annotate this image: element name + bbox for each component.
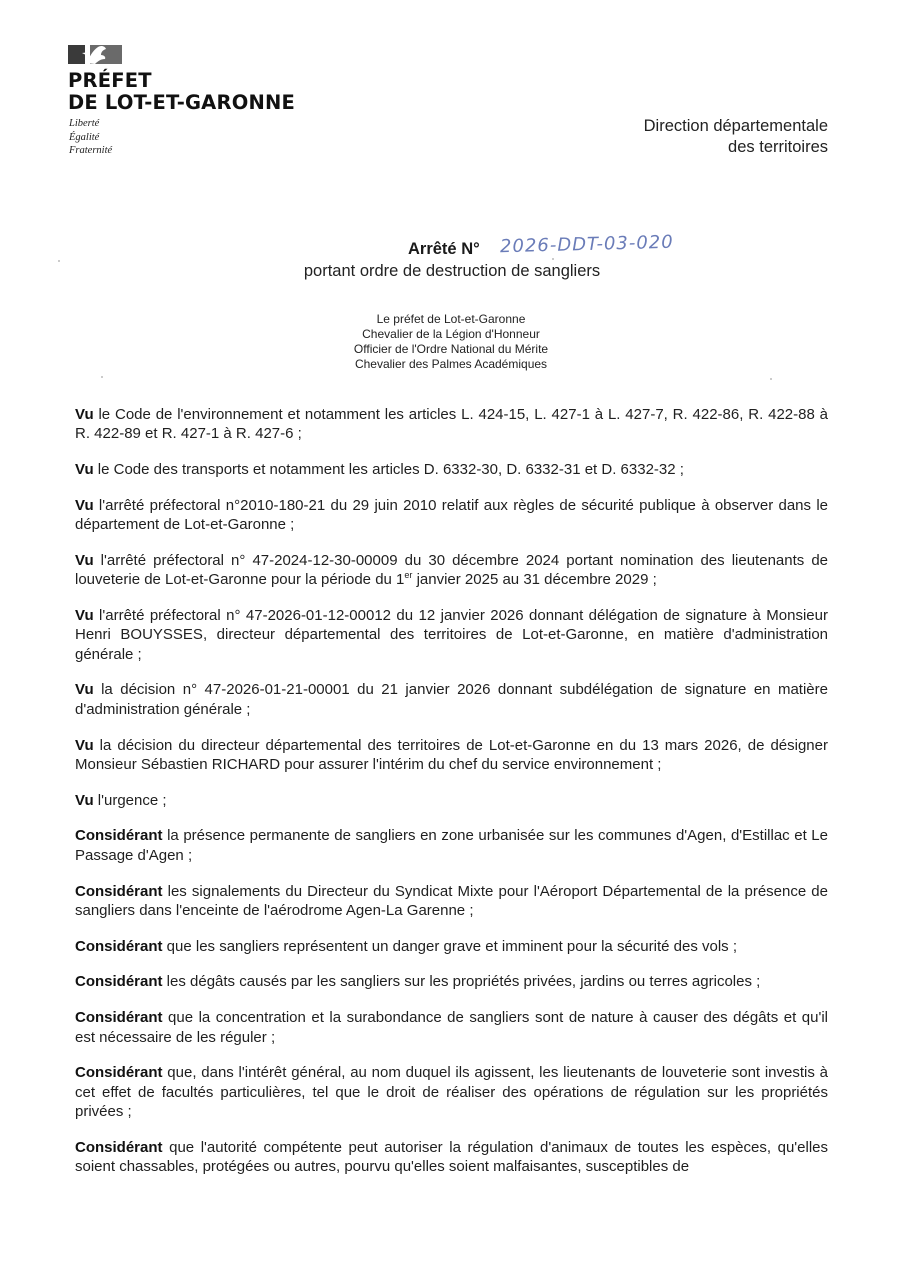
paragraph-text: l'urgence ;: [93, 791, 167, 809]
paragraph-keyword: Vu: [75, 736, 94, 754]
paragraph-text: que, dans l'intérêt général, au nom duquel ils agissent, les lieutenants de louveterie sont investis à cet effet de facultés particulières, tel que le droit de réaliser des opérations de régulation sur les propriétés privées ;: [75, 1064, 828, 1120]
paragraph-text: l'arrêté préfectoral n°2010-180-21 du 29 juin 2010 relatif aux règles de sécurité publique à observer dans le département de Lot-et-Garonne ;: [75, 496, 828, 534]
paragraph-text: que la concentration et la surabondance de sangliers sont de nature à causer des dégâts et qu'il est nécessaire de les réguler ;: [75, 1009, 828, 1046]
scan-speck: [770, 378, 772, 380]
paragraph-keyword: Considérant: [75, 1064, 163, 1082]
considerant-paragraph: [75, 1138, 828, 1177]
considerant-paragraph: [75, 972, 828, 991]
paragraph-keyword: Vu: [75, 607, 94, 625]
motto-egalite: Égalité: [69, 131, 100, 143]
paragraph-text: les dégâts causés par les sangliers sur les propriétés privées, jardins ou terres agricoles ;: [162, 973, 761, 991]
prefet-line-1: PRÉFET: [68, 69, 152, 92]
considerant-paragraph: [75, 937, 828, 956]
paragraph-superscript: er: [404, 570, 413, 581]
vu-paragraph: [75, 791, 828, 810]
vu-paragraph: [75, 405, 828, 444]
paragraph-text: l'arrêté préfectoral n° 47-2026-01-12-00012 du 12 janvier 2026 donnant délégation de signature à Monsieur Henri BOUYSSES, directeur départemental des territoires de Lot-et-Garonne, en matière d'administration générale ;: [75, 607, 828, 663]
paragraph-text: que les sangliers représentent un danger grave et imminent pour la sécurité des vols ;: [162, 937, 737, 955]
paragraph-text: que l'autorité compétente peut autoriser la régulation d'animaux de toutes les espèces, qu'elles soient chassables, protégées ou autres, pourvu qu'elles soient malfaisantes, susceptibles de: [75, 1138, 828, 1176]
considerant-paragraph: [75, 1063, 828, 1121]
scan-speck: [101, 376, 103, 378]
issuing-direction: [644, 116, 828, 158]
prefect-line: Le préfet de Lot-et-Garonne: [376, 312, 526, 326]
direction-line-2: des territoires: [728, 138, 828, 156]
paragraph-text-cont: janvier 2025 au 31 décembre 2029 ;: [412, 571, 657, 589]
considerant-paragraph: [75, 826, 828, 865]
considerant-paragraph: [75, 1008, 828, 1047]
paragraph-keyword: Vu: [75, 496, 94, 514]
document-body: [75, 405, 828, 1193]
motto-liberte: Liberté: [69, 118, 100, 129]
paragraph-text: la présence permanente de sangliers en zone urbanisée sur les communes d'Agen, d'Estillac et Le Passage d'Agen ;: [75, 827, 828, 864]
paragraph-keyword: Vu: [75, 791, 94, 809]
arrete-subtitle: portant ordre de destruction de sangliers: [303, 262, 601, 280]
vu-paragraph: [75, 736, 828, 775]
vu-paragraph: [75, 551, 828, 590]
paragraph-keyword: Vu: [75, 681, 94, 699]
motto-fraternite: Fraternité: [69, 145, 113, 156]
prefect-line: Chevalier de la Légion d'Honneur: [362, 327, 540, 341]
paragraph-keyword: Vu: [75, 406, 94, 423]
vu-paragraph: [75, 496, 828, 535]
vu-paragraph: [75, 606, 828, 664]
prefet-line-2: DE LOT-ET-GARONNE: [68, 91, 296, 114]
arrete-label: Arrêté N°: [408, 240, 480, 258]
paragraph-keyword: Considérant: [75, 1009, 163, 1027]
scan-speck: [552, 258, 554, 260]
paragraph-text: l'arrêté préfectoral n° 47-2024-12-30-00009 du 30 décembre 2024 portant nomination des lieutenants de louveterie de Lot-et-Garonne pour la période du 1: [75, 551, 828, 589]
paragraph-text: les signalements du Directeur du Syndicat Mixte pour l'Aéroport Départemental de la présence de sangliers dans l'enceinte de l'aérodrome Agen-La Garenne ;: [75, 882, 828, 919]
paragraph-keyword: Considérant: [75, 1138, 163, 1156]
vu-paragraph: [75, 680, 828, 719]
direction-line-1: Direction départementale: [643, 117, 828, 135]
prefect-titles: [0, 312, 900, 372]
prefect-line: Officier de l'Ordre National du Mérite: [353, 342, 549, 356]
prefect-line: Chevalier des Palmes Académiques: [354, 357, 548, 371]
republic-motto: [69, 117, 112, 158]
marianne-logo-icon: [68, 43, 124, 65]
paragraph-text: le Code de l'environnement et notamment les articles L. 424-15, L. 427-1 à L. 427-7, R. 422-86, R. 422-88 à R. 422-89 et R. 427-1 à R. 427-6 ;: [75, 406, 828, 443]
vu-paragraph: [75, 460, 828, 479]
paragraph-keyword: Considérant: [75, 937, 163, 955]
paragraph-keyword: Vu: [75, 461, 94, 479]
prefecture-name: [68, 70, 295, 114]
paragraph-text: le Code des transports et notamment les articles D. 6332-30, D. 6332-31 et D. 6332-32 ;: [93, 461, 684, 479]
paragraph-keyword: Vu: [75, 551, 94, 569]
paragraph-text: la décision du directeur départemental des territoires de Lot-et-Garonne en du 13 mars 2026, de désigner Monsieur Sébastien RICHARD pour assurer l'intérim du chef du service environnement ;: [75, 736, 828, 773]
paragraph-keyword: Considérant: [75, 882, 163, 900]
paragraph-text: la décision n° 47-2026-01-21-00001 du 21 janvier 2026 donnant subdélégation de signature en matière d'administration générale ;: [75, 681, 828, 718]
arrete-number-handwritten: 2026-DDT-03-020: [499, 231, 674, 258]
scan-speck: [58, 260, 60, 262]
considerant-paragraph: [75, 882, 828, 921]
paragraph-keyword: Considérant: [75, 973, 163, 991]
paragraph-keyword: Considérant: [75, 827, 163, 845]
